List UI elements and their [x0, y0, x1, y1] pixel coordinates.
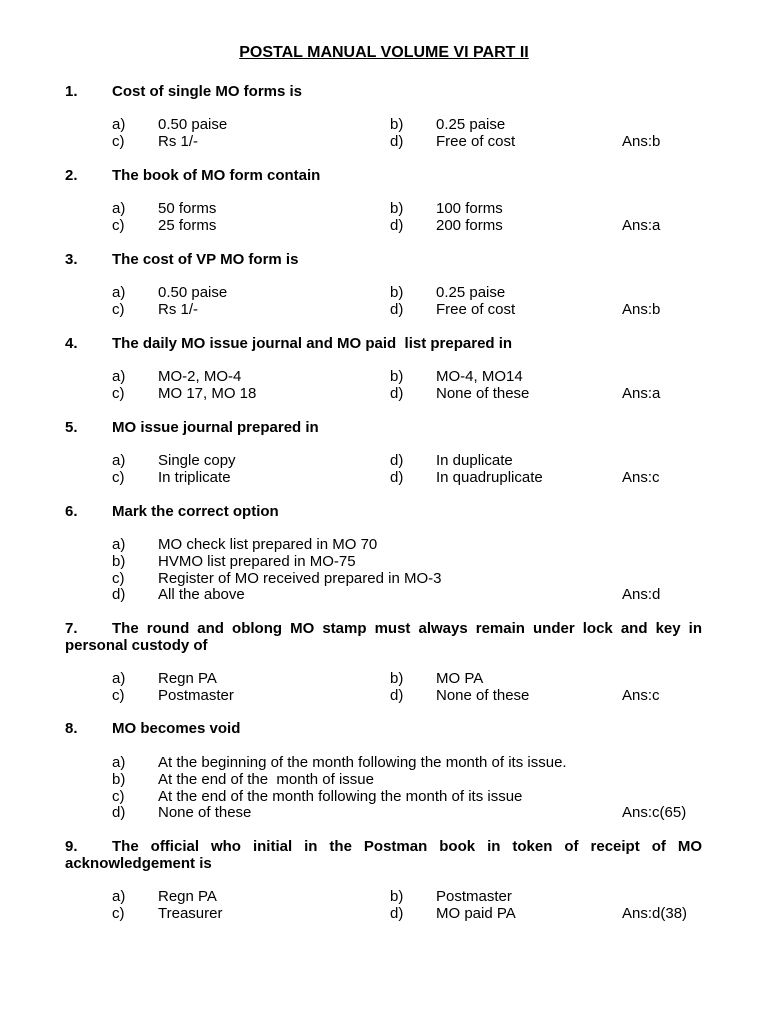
option-row [0, 284, 768, 301]
option-row [0, 200, 768, 217]
option-letter: c) [112, 133, 125, 150]
page-title: POSTAL MANUAL VOLUME VI PART II [239, 44, 529, 61]
option-letter: c) [112, 217, 125, 234]
option-letter: a) [112, 200, 126, 217]
question-number: 6. [65, 503, 78, 520]
option-letter: a) [112, 452, 126, 469]
question-text: The round and oblong MO stamp must always remain under lock and key in personal custody of [65, 620, 702, 654]
option-letter: b) [390, 368, 404, 385]
option-letter: d) [390, 452, 404, 469]
option-letter: c) [112, 905, 125, 922]
option-letter: d) [390, 385, 404, 402]
option-letter: a) [112, 116, 126, 133]
option-text: 200 forms [436, 217, 503, 234]
question-number: 3. [65, 251, 78, 268]
option-letter: d) [390, 687, 404, 704]
option-text: Rs 1/- [158, 301, 199, 318]
option-letter: a) [112, 754, 126, 771]
answer-key: Ans:d [622, 586, 661, 603]
option-row [0, 469, 768, 486]
option-letter: c) [112, 301, 125, 318]
option-row [0, 217, 768, 234]
option-row [0, 133, 768, 150]
option-row [0, 804, 768, 821]
answer-key: Ans:a [622, 217, 661, 234]
option-text: MO 17, MO 18 [158, 385, 257, 402]
option-text: At the beginning of the month following the month of its issue. [158, 754, 567, 771]
option-letter: d) [390, 217, 404, 234]
option-letter: a) [112, 536, 126, 553]
option-text: 50 forms [158, 200, 217, 217]
answer-key: Ans:b [622, 301, 661, 318]
option-text: In duplicate [436, 452, 513, 469]
option-text: None of these [436, 385, 530, 402]
option-letter: a) [112, 670, 126, 687]
answer-key: Ans:c(65) [622, 804, 687, 821]
question-number: 8. [65, 720, 78, 737]
question-number: 9. [65, 838, 78, 855]
answer-key: Ans:c [622, 469, 660, 486]
option-row [0, 586, 768, 603]
option-text: At the end of the month following the month of its issue [158, 788, 523, 805]
option-text: Free of cost [436, 301, 516, 318]
option-letter: a) [112, 888, 126, 905]
option-text: 0.25 paise [436, 116, 506, 133]
option-letter: b) [112, 771, 126, 788]
question-text: The daily MO issue journal and MO paid list prepared in [112, 335, 513, 352]
option-row [0, 888, 768, 905]
option-row [0, 368, 768, 385]
option-text: MO-4, MO14 [436, 368, 523, 385]
question-text: The official who initial in the Postman book in token of receipt of MO acknowledgement is [65, 838, 702, 872]
option-letter: c) [112, 385, 125, 402]
option-text: MO-2, MO-4 [158, 368, 242, 385]
option-letter: a) [112, 284, 126, 301]
question-text: The cost of VP MO form is [112, 251, 299, 268]
option-row [0, 452, 768, 469]
option-text: Regn PA [158, 888, 217, 905]
option-text: MO paid PA [436, 905, 516, 922]
option-letter: c) [112, 469, 125, 486]
option-text: Single copy [158, 452, 236, 469]
option-text: Register of MO received prepared in MO-3 [158, 570, 442, 587]
option-letter: b) [390, 670, 404, 687]
option-letter: d) [390, 301, 404, 318]
option-row [0, 788, 768, 805]
option-row [0, 687, 768, 704]
option-row [0, 536, 768, 553]
option-letter: d) [390, 469, 404, 486]
option-text: MO check list prepared in MO 70 [158, 536, 378, 553]
option-text: Postmaster [436, 888, 512, 905]
question-7 [65, 620, 702, 654]
option-text: 0.50 paise [158, 116, 228, 133]
option-text: 100 forms [436, 200, 503, 217]
option-text: None of these [158, 804, 252, 821]
option-letter: b) [390, 888, 404, 905]
question-number: 5. [65, 419, 78, 436]
option-letter: d) [112, 586, 126, 603]
option-text: Free of cost [436, 133, 516, 150]
question-9 [65, 838, 702, 872]
option-text: Postmaster [158, 687, 234, 704]
question-text: Mark the correct option [112, 503, 279, 520]
option-row [0, 771, 768, 788]
question-number: 2. [65, 167, 78, 184]
option-text: 0.50 paise [158, 284, 228, 301]
question-text: The book of MO form contain [112, 167, 321, 184]
question-number: 7. [65, 620, 78, 637]
option-letter: c) [112, 687, 125, 704]
option-text: At the end of the month of issue [158, 771, 374, 788]
option-letter: c) [112, 788, 125, 805]
option-text: 0.25 paise [436, 284, 506, 301]
option-row [0, 570, 768, 587]
option-text: In triplicate [158, 469, 231, 486]
option-row [0, 754, 768, 771]
option-text: In quadruplicate [436, 469, 543, 486]
option-text: All the above [158, 586, 245, 603]
option-letter: b) [390, 200, 404, 217]
option-row [0, 116, 768, 133]
option-letter: d) [112, 804, 126, 821]
option-letter: b) [390, 284, 404, 301]
option-text: Regn PA [158, 670, 217, 687]
answer-key: Ans:d(38) [622, 905, 688, 922]
option-letter: b) [390, 116, 404, 133]
option-row [0, 301, 768, 318]
option-text: 25 forms [158, 217, 217, 234]
question-text: MO becomes void [112, 720, 241, 737]
option-text: None of these [436, 687, 530, 704]
option-text: MO PA [436, 670, 484, 687]
option-letter: b) [112, 553, 126, 570]
question-number: 4. [65, 335, 78, 352]
option-text: Treasurer [158, 905, 223, 922]
option-letter: a) [112, 368, 126, 385]
option-row [0, 905, 768, 922]
question-text: Cost of single MO forms is [112, 83, 303, 100]
answer-key: Ans:c [622, 687, 660, 704]
answer-key: Ans:a [622, 385, 661, 402]
option-row [0, 553, 768, 570]
option-row [0, 385, 768, 402]
question-number: 1. [65, 83, 78, 100]
option-letter: d) [390, 905, 404, 922]
answer-key: Ans:b [622, 133, 661, 150]
question-text: MO issue journal prepared in [112, 419, 319, 436]
option-text: HVMO list prepared in MO-75 [158, 553, 356, 570]
option-text: Rs 1/- [158, 133, 199, 150]
option-letter: d) [390, 133, 404, 150]
option-row [0, 670, 768, 687]
option-letter: c) [112, 570, 125, 587]
